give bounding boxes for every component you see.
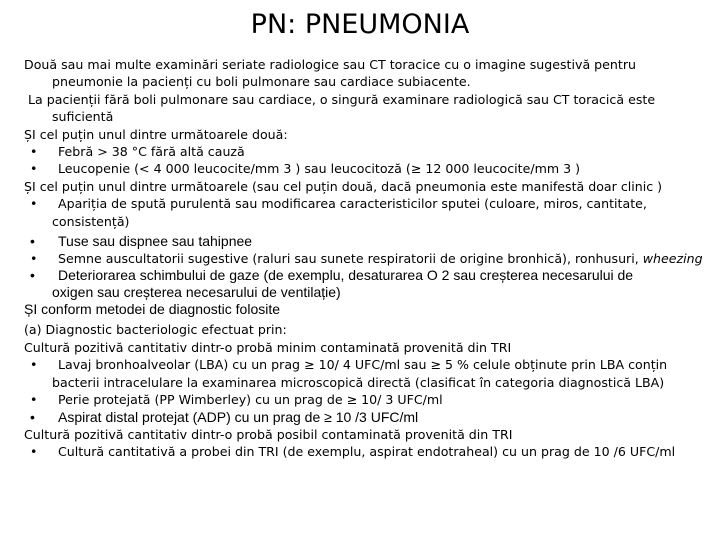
list-item: • Deteriorarea schimbului de gaze (de exemplu, desaturarea O 2 sau creșterea necesarului de <box>30 267 634 284</box>
text-line: pneumonie la pacienți cu boli pulmonare sau cardiace subiacente. <box>52 74 471 90</box>
list-item: • Aspirat distal protejat (ADP) cu un prag de ≥ 10 /3 UFC/ml <box>30 408 419 425</box>
text-line: consistență) <box>52 213 130 229</box>
text-line: suficientă <box>52 109 114 125</box>
bullet-icon: • <box>30 161 38 177</box>
text-line: Cultură pozitivă cantitativ dintr-o probă posibil contaminată provenită din TRI <box>24 426 513 442</box>
list-item: • Tuse sau dispnee sau tahipnee <box>30 233 253 250</box>
list-item: • Lavaj bronhoalveolar (LBA) cu un prag ≥ 10/ 4 UFC/ml sau ≥ 5 % celule obținute prin LBA conțin <box>30 357 668 373</box>
list-item: • Perie protejată (PP Wimberley) cu un prag de ≥ 10/ 3 UFC/ml <box>30 392 443 408</box>
text-line: ȘI cel puțin unul dintre următoarele două: <box>24 126 288 142</box>
text-line: Cultură pozitivă cantitativ dintr-o probă minim contaminată provenită din TRI <box>24 339 512 355</box>
text-line: oxigen sau creșterea necesarului de ventilație) <box>52 284 341 301</box>
bullet-icon: • <box>30 267 35 284</box>
page-title: PN: PNEUMONIA <box>250 9 470 40</box>
list-item: • Leucopenie (< 4 000 leucocite/mm 3 ) sau leucocitoză (≥ 12 000 leucocite/mm 3 ) <box>30 161 581 177</box>
list-item: • Cultură cantitativă a probei din TRI (de exemplu, aspirat endotraheal) cu un prag de 10 /6 UFC/ml <box>30 443 676 459</box>
list-item: • Semne auscultatorii sugestive (raluri sau sunete respiratorii de origine bronhică), ronhusuri, wheezing <box>30 251 703 267</box>
bullet-icon: • <box>30 144 38 160</box>
text-line: ȘI conform metodei de diagnostic folosite <box>24 301 281 318</box>
bullet-icon: • <box>30 357 38 373</box>
section-heading: (a) Diagnostic bacteriologic efectuat prin: <box>24 322 287 338</box>
text-line: ȘI cel puțin unul dintre următoarele (sau cel puțin două, dacă pneumonia este manifestă doar clinic ) <box>24 178 663 194</box>
list-item: • Febră > 38 °C fără altă cauză <box>30 144 245 160</box>
bullet-icon: • <box>30 408 35 425</box>
bullet-icon: • <box>30 392 38 408</box>
bullet-icon: • <box>30 233 35 250</box>
bullet-icon: • <box>30 443 38 459</box>
criteria-text <box>24 56 714 460</box>
text-line: Două sau mai multe examinări seriate radiologice sau CT toracice cu o imagine sugestivă pentru <box>24 57 636 72</box>
bullet-icon: • <box>30 196 38 212</box>
list-item: • Apariția de spută purulentă sau modificarea caracteristicilor sputei (culoare, miros, cantitate, <box>30 196 647 212</box>
bullet-icon: • <box>30 251 38 267</box>
italic-term: wheezing <box>642 251 703 267</box>
text-line: La pacienții fără boli pulmonare sau cardiace, o singură examinare radiologică sau CT toracică este <box>28 91 656 107</box>
text-line: bacterii intracelulare la examinarea microscopică directă (clasificat în categoria diagnostică LBA) <box>52 374 665 390</box>
